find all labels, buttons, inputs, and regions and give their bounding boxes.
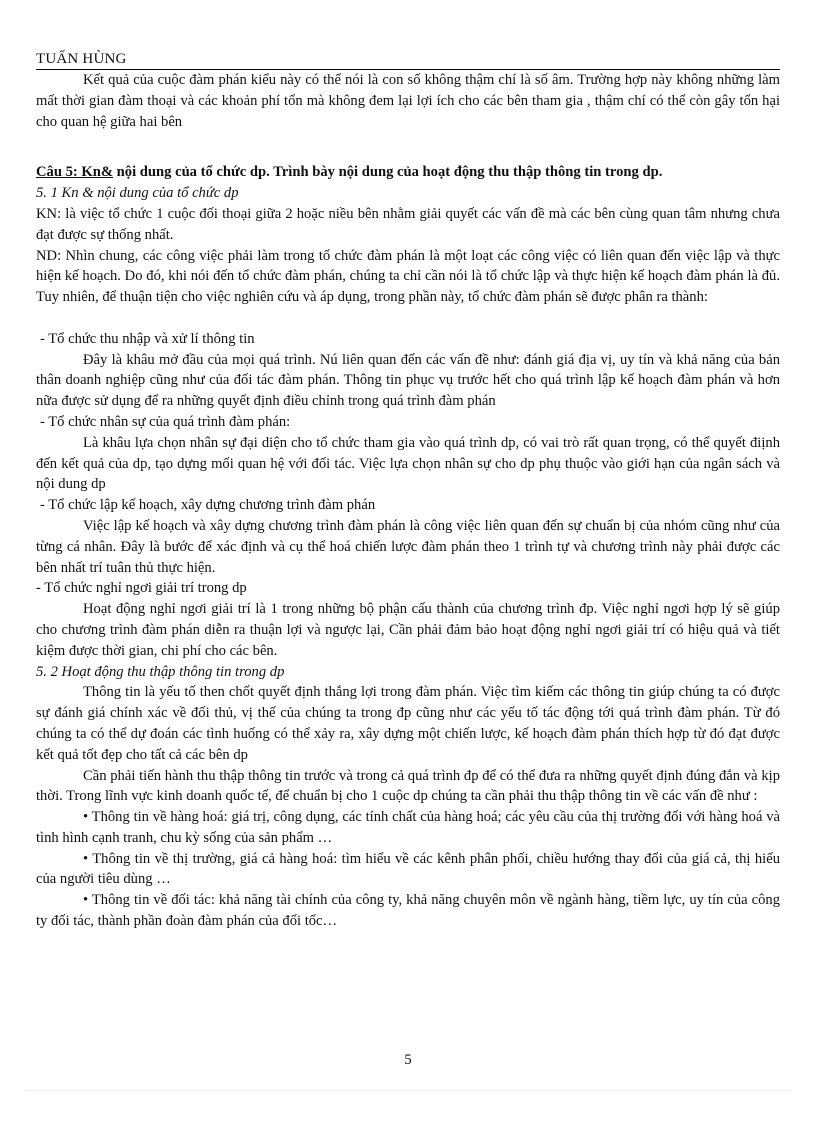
section-1-definition: KN: là việc tổ chức 1 cuộc đối thoại giữa 2 hoặc niều bên nhằm giải quyết các vấn đề mà các bên cùng quan tâm nhưng chưa đạt được sự thống nhất.	[36, 205, 780, 243]
page-number: 5	[404, 1052, 412, 1068]
question-heading	[36, 162, 780, 183]
list-item-body: Là khâu lựa chọn nhân sự đại diện cho tổ chức tham gia vào quá trình dp, có vai trò rất quan trọng, có thể quyết điịnh đến kết quả của dp, tạo dựng mối quan hệ với đối tác. Việc lựa chọn nhân sự cho dp phụ thuộc vào giới hạn của ngân sách và nội dung dp	[36, 434, 780, 493]
bullet-item: • Thông tin về hàng hoá: giá trị, công dụng, các tính chất của hàng hoá; các yêu cầu của thị trường đối với hàng hoá và tình hình cạnh tranh, chu kỳ sống của sản phẩm …	[36, 809, 780, 846]
section-2-paragraph: Cần phải tiến hành thu thập thông tin trước và trong cả quá trình đp để có thể đưa ra những quyết định đúng đắn và kịp thời. Trong lĩnh vực kinh doanh quốc tế, để chuẩn bị cho 1 cuộc dp chúng ta cần phải thu thập thông tin về các vấn đề như :	[36, 767, 780, 805]
section-1-title: 5. 1 Kn & nội dung của tổ chức dp	[36, 185, 239, 202]
document-page	[36, 50, 780, 932]
question-text: nội dung của tổ chức dp. Trình bày nội dung của hoạt động thu thập thông tin trong dp.	[113, 164, 663, 181]
list-item-heading: - Tổ chức thu nhập và xử lí thông tin	[40, 330, 255, 347]
section-2-paragraph: Thông tin là yếu tố then chốt quyết định thắng lợi trong đàm phán. Việc tìm kiếm các thông tin giúp chúng ta có được sự đánh giá chính xác về đối thủ, vị thế của chúng ta trong đp cũng như các yếu tố tác động tới quá trình đàm phán. Từ đó chúng ta có thể dự đoán các tình huống có thể xảy ra, xây dựng một chiến lược, kế hoạch đàm phán thích hợp từ đó đạt được kết quả tốt đẹp cho tất cả các bên dp	[36, 684, 780, 763]
list-item-heading: - Tổ chức nghỉ ngơi giải trí trong dp	[36, 580, 247, 597]
list-item-heading: - Tổ chức nhân sự của quá trình đàm phán:	[40, 413, 291, 430]
question-label: Câu 5: Kn&	[36, 164, 114, 181]
list-item-body: Hoạt động nghỉ ngơi giải trí là 1 trong những bộ phận cấu thành của chương trình đp. Việc nghỉ ngơi hợp lý sẽ giúp cho chương trình đàm phán diễn ra thuận lợi và ngược lại, Cần phải đảm bảo hoạt động nghỉ ngơi giải trí có hiệu quả và tiết kiệm được thời gian, chi phí cho các bên.	[36, 601, 780, 659]
list-item-body: Việc lập kế hoạch và xây dựng chương trình đàm phán là công việc liên quan đến sự chuẩn bị của nhóm cũng như của từng cá nhân. Đây là bước để xác định và cụ thể hoá chiến lược đàm phán theo 1 trình tự và chương trình này phải được các bên nhất trí tuân thủ thực hiện.	[36, 517, 780, 576]
section-2-title: 5. 2 Hoạt động thu thập thông tin trong dp	[36, 663, 285, 680]
intro-paragraph: Kết quả của cuộc đàm phán kiểu này có thể nói là con số không thậm chí là số âm. Trường hợp này không những làm mất thời gian đàm thoại và các khoản phí tổn mà không đem lại lợi ích cho các bên tham gia , thậm chí có thể còn gây tổn hại cho quan hệ giữa hai bên	[36, 72, 780, 130]
page-bottom-divider	[24, 1090, 792, 1091]
list-item-body: Đây là khâu mở đầu của mọi quá trình. Nú liên quan đến các vấn đề như: đánh giá địa vị, uy tín và khả năng của bản thân doanh nghiệp cũng như của đối tác đàm phán. Thông tin phục vụ trước hết cho quá trình lập kế hoạch đàm phán và hơn nữa được sử dụng để ra những quyết định điều chỉnh trong quá trình đàm phán	[36, 351, 780, 410]
page-header-author: TUẤN HÙNG	[36, 50, 780, 70]
bullet-item: • Thông tin về thị trường, giá cả hàng hoá: tìm hiểu về các kênh phân phối, chiều hướng thay đổi của giá cả, thị hiếu của người tiêu dùng …	[36, 850, 780, 888]
section-1-content: ND: Nhìn chung, các công việc phải làm trong tổ chức đàm phán là một loạt các công việc có liên quan đến việc lập và thực hiện kế hoạch. Do đó, khi nói đến tổ chức đàm phán, chúng ta chỉ cần nói là tổ chức lập và thực hiện kế hoạch đàm phán là đủ. Tuy nhiên, để thuận tiện cho việc nghiên cứu và áp dụng, trong phần này, tổ chức đàm phán sẽ được phân ra thành:	[36, 247, 780, 306]
bullet-item: • Thông tin về đối tác: khả năng tài chính của công ty, khả năng chuyên môn về ngành hàng, tiềm lực, uy tín của công ty đối tác, thành phần đoàn đàm phán của đối tốc…	[36, 892, 780, 930]
list-item-heading: - Tổ chức lập kế hoạch, xây dựng chương trình đàm phán	[40, 497, 376, 514]
